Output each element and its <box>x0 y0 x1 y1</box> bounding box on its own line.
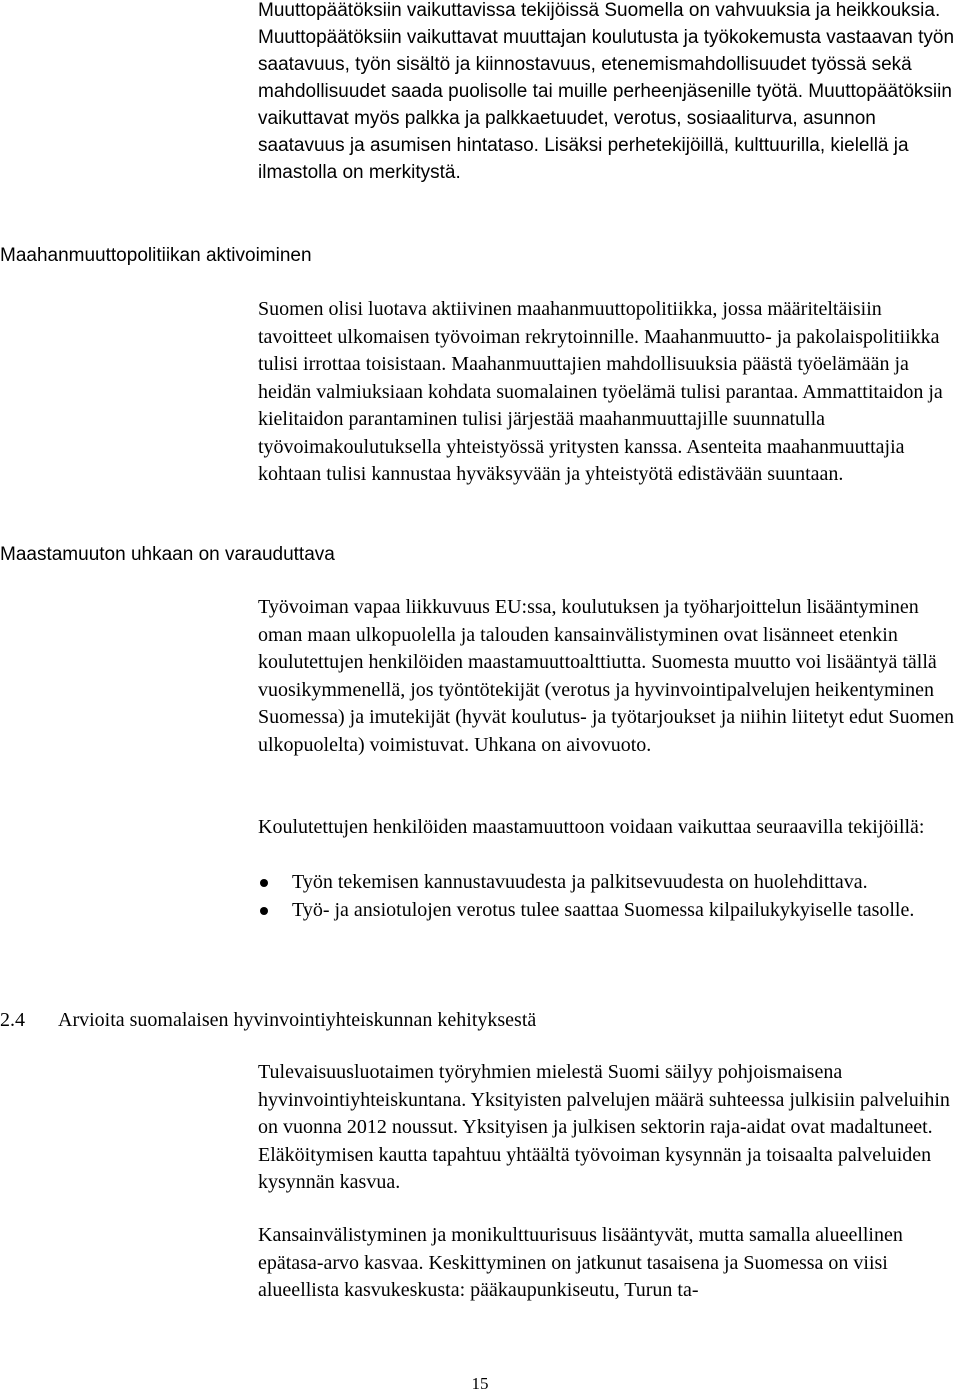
section-heading <box>0 1007 536 1035</box>
side-heading-immigration-policy: Maahanmuuttopolitiikan aktivoiminen <box>0 245 312 266</box>
page-number: 15 <box>471 1374 489 1393</box>
list-item: Työn tekemisen kannustavuudesta ja palkitsevuudesta on huolehdittava. <box>258 869 958 897</box>
paragraph-emigration: Työvoiman vapaa liikkuvuus EU:ssa, koulutuksen ja työharjoittelun lisääntyminen oman maan ulkopuolella ja talouden kansainvälistyminen ovat lisänneet etenkin koulutettujen henkilöiden maastamuuttoalttiutta. Suomesta muutto voi lisääntyä tällä vuosikymmenellä, jos työntötekijät (verotus ja hyvinvointipalvelujen heikentyminen Suomessa) ja imutekijät (hyvät koulutus- ja työtarjoukset ja niihin liitetyt edut Suomen ulkopuolelta) voimistuvat. Uhkana on aivovuoto. <box>258 596 955 756</box>
side-heading-emigration: Maastamuuton uhkaan on varauduttava <box>0 544 335 565</box>
section-number: 2.4 <box>0 1009 25 1031</box>
paragraph-factors-intro: Koulutettujen henkilöiden maastamuuttoon voidaan vaikuttaa seuraavilla tekijöillä: <box>258 816 925 838</box>
paragraph-future-2: Kansainvälistyminen ja monikulttuurisuus lisääntyvät, mutta samalla alueellinen epätasa-arvo kasvaa. Keskittyminen on jatkunut tasaisena ja Suomessa on viisi alueellista kasvukeskusta: pääkaupunkiseutu, Turun ta- <box>258 1224 903 1301</box>
intro-paragraph: Muuttopäätöksiin vaikuttavissa tekijöissä Suomella on vahvuuksia ja heikkouksia. Muuttopäätöksiin vaikuttavat muuttajan koulutusta ja työkokemusta vastaavan työn saatavuus, työn sisältö ja kiinnostavuus, etenemismahdollisuudet työssä sekä mahdollisuudet saada puolisolle tai muille perheenjäsenille työtä. Muuttopäätöksiin vaikuttavat myös palkka ja palkkaetuudet, verotus, sosiaaliturva, asunnon saatavuus ja asumisen hintataso. Lisäksi perhetekijöillä, kulttuurilla, kielellä ja ilmastolla on merkitystä. <box>258 0 955 183</box>
factors-list <box>258 869 958 924</box>
paragraph-future-1: Tulevaisuusluotaimen työryhmien mielestä Suomi säilyy pohjoismaisena hyvinvointiyhteiskuntana. Yksityisten palvelujen määrä suhteessa julkisiin palveluihin on vuonna 2012 noussut. Yksityisen ja julkisen sektorin raja-aidat ovat madaltuneet. Eläköitymisen kautta tapahtuu yhtäältä työvoiman kysynnän ja toisaalta palveluiden kysynnän kasvua. <box>258 1061 950 1193</box>
list-item: Työ- ja ansiotulojen verotus tulee saattaa Suomessa kilpailukykyiselle tasolle. <box>258 897 958 925</box>
section-title: Arvioita suomalaisen hyvinvointiyhteiskunnan kehityksestä <box>58 1009 537 1031</box>
paragraph-immigration-policy: Suomen olisi luotava aktiivinen maahanmuuttopolitiikka, jossa määriteltäisiin tavoitteet ulkomaisen työvoiman rekrytoinnille. Maahanmuutto- ja pakolaispolitiikka tulisi irrottaa toisistaan. Maahanmuuttajien mahdollisuuksia päästä työelämään ja heidän valmiuksiaan kohdata suomalainen työelämä tulisi parantaa. Ammattitaidon ja kielitaidon parantaminen tulisi järjestää maahanmuuttajille suunnatulla työvoimakoulutuksella yhteistyössä yritysten kanssa. Asenteita maahanmuuttajia kohtaan tulisi kannustaa hyväksyvään ja yhteistyötä edistävään suuntaan. <box>258 298 943 485</box>
